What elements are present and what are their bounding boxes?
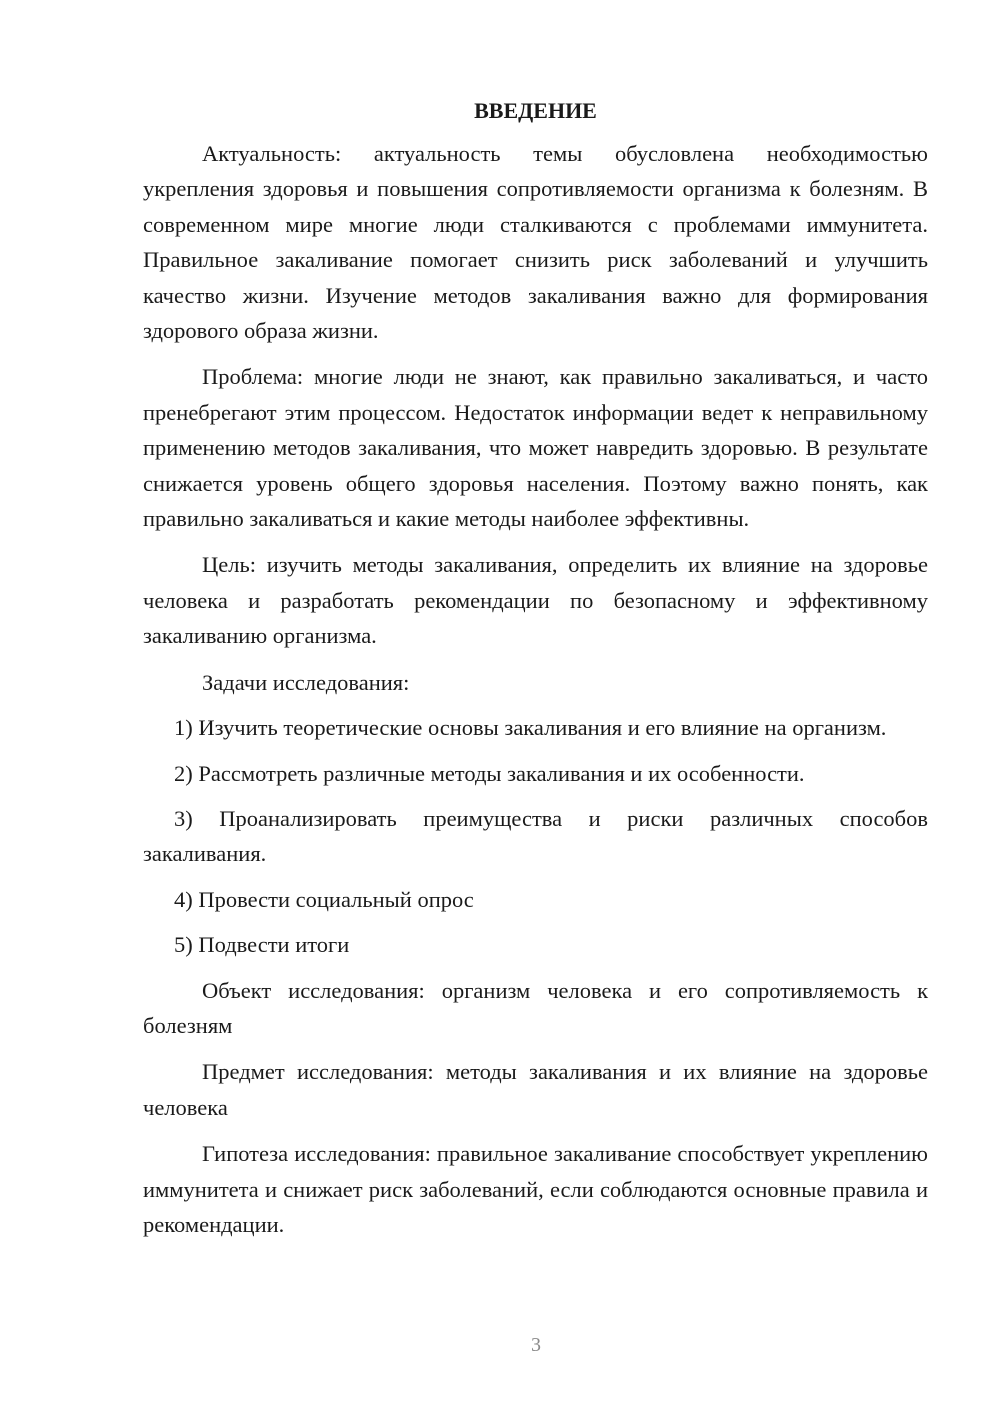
section-title: ВВЕДЕНИЕ — [474, 98, 597, 123]
task-item-1: 1) Изучить теоретические основы закаливания и его влияние на организм. — [174, 715, 887, 741]
subject-paragraph: Предмет исследования: методы закаливания и их влияние на здоровье человека — [143, 1059, 928, 1120]
document-page — [143, 96, 928, 1242]
goal-paragraph: Цель: изучить методы закаливания, определить их влияние на здоровье человека и разработать рекомендации по безопасному и эффективному закаливанию организма. — [143, 552, 928, 649]
task-item-2: 2) Рассмотреть различные методы закаливания и их особенности. — [174, 760, 805, 786]
hypothesis-paragraph: Гипотеза исследования: правильное закаливание способствует укреплению иммунитета и снижает риск заболеваний, если соблюдаются основные правила и рекомендации. — [143, 1141, 928, 1237]
task-item-3: 3) Проанализировать преимущества и риски различных способов закаливания. — [143, 805, 928, 867]
object-paragraph: Объект исследования: организм человека и его сопротивляемость к болезням — [143, 977, 928, 1038]
problem-paragraph: Проблема: многие люди не знают, как правильно закаливаться, и часто пренебрегают этим процессом. Недостаток информации ведет к неправильному применению методов закаливания, что может навредить здоровью. В результате снижается уровень общего здоровья населения. Поэтому важно понять, как правильно закаливаться и какие методы наиболее эффективны. — [143, 364, 928, 532]
page-number: 3 — [531, 1334, 541, 1356]
task-item-5: 5) Подвести итоги — [174, 932, 350, 958]
task-item-4: 4) Провести социальный опрос — [174, 886, 474, 912]
relevance-paragraph: Актуальность: актуальность темы обусловлена необходимостью укрепления здоровья и повышения сопротивляемости организма к болезням. В современном мире многие люди сталкиваются с проблемами иммунитета. Правильное закаливание помогает снизить риск заболеваний и улучшить качество жизни. Изучение методов закаливания важно для формирования здорового образа жизни. — [143, 141, 928, 344]
tasks-heading: Задачи исследования: — [202, 669, 410, 695]
